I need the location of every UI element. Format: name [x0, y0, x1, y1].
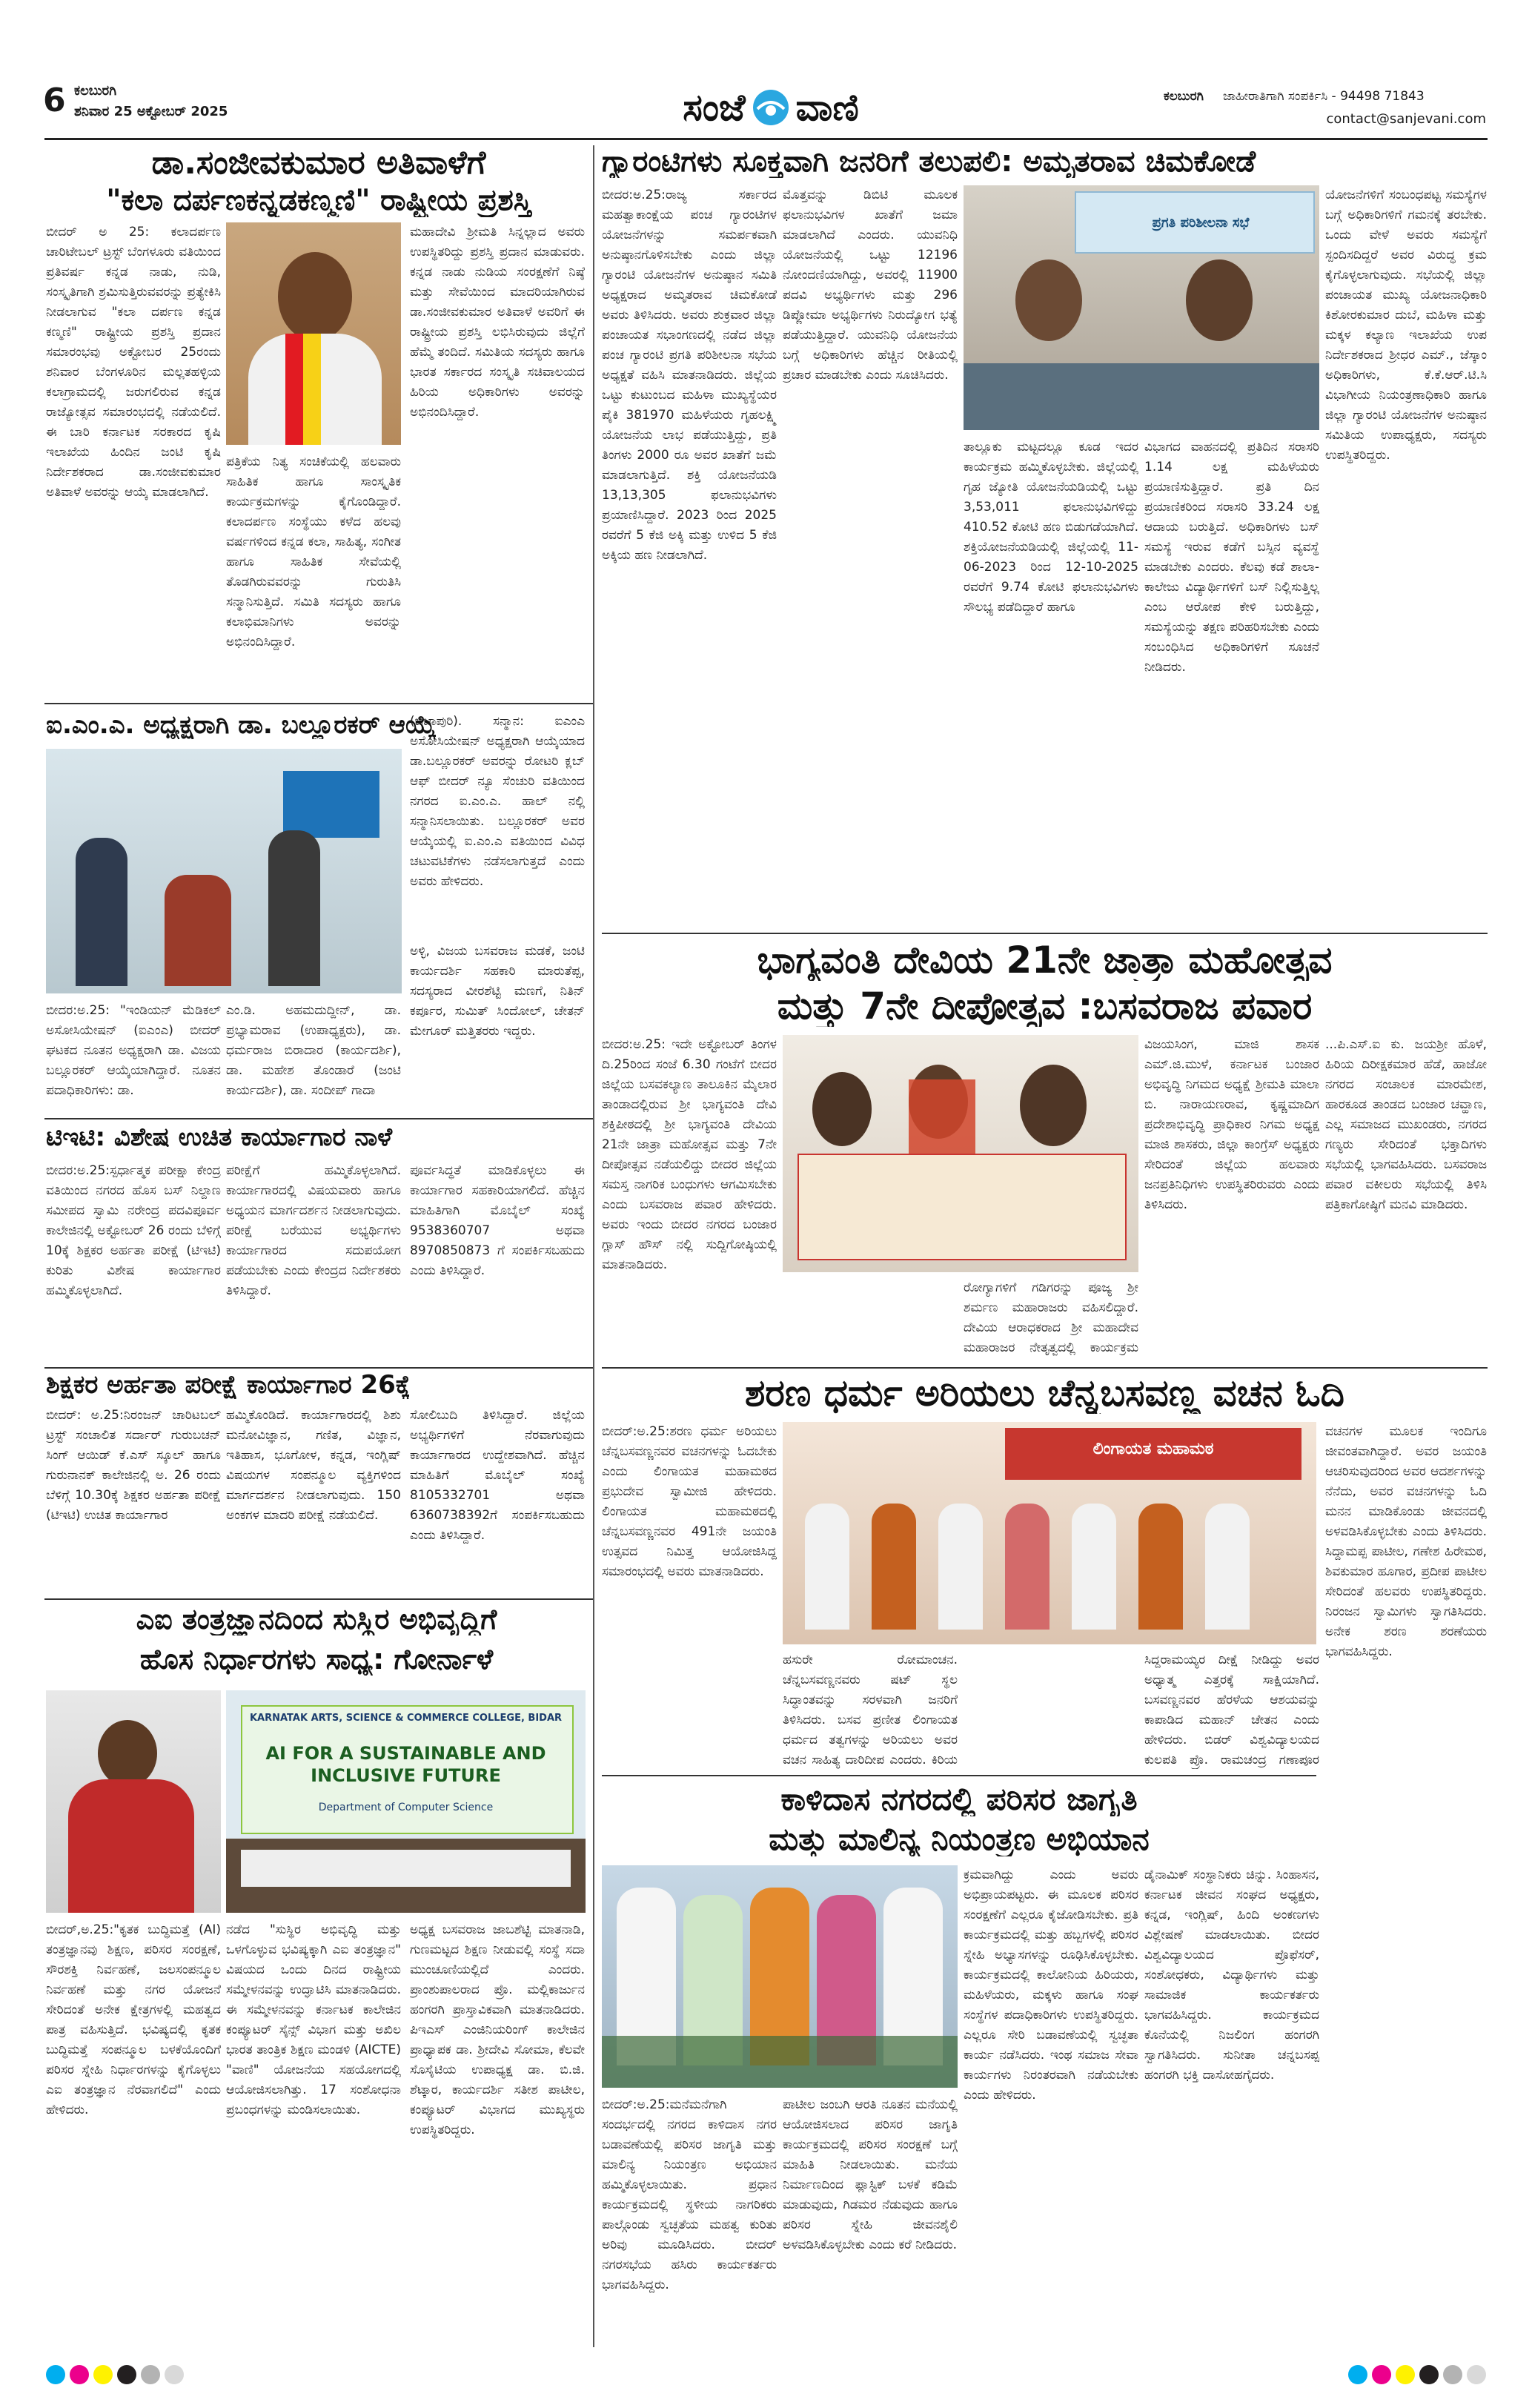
divider-teachers — [44, 1598, 593, 1600]
divider-tet — [44, 1367, 593, 1369]
contact-email[interactable]: contact@sanjevani.com — [1326, 111, 1486, 127]
registration-dot — [165, 2365, 184, 2384]
bhagyavanti-col-5 — [783, 1278, 958, 1361]
ima-photo — [46, 749, 402, 993]
guarantee-headline: ಗ್ಯಾರಂಟಿಗಳು ಸೂಕ್ತವಾಗಿ ಜನರಿಗೆ ತಲುಪಲಿ: ಅಮೃತರಾವ ಚಿಮಕೋಡೆ — [602, 145, 1256, 178]
registration-dot — [141, 2365, 160, 2384]
ima-headline: ಐ.ಎಂ.ಎ. ಅಧ್ಯಕ್ಷರಾಗಿ ಡಾ. ಬಲ್ಲೂರಕರ್ ಆಯ್ಕೆ — [46, 712, 436, 740]
guarantee-meeting-photo — [964, 185, 1319, 430]
award-col-3: ಮಹಾದೇವಿ ಶ್ರೀಮತಿ ಸಿನ್ನಲ್ಲಾದ ಅವರು ಉಪಸ್ಥಿತರಿದ್ದು ಪ್ರಶಸ್ತಿ ಪ್ರದಾನ ಮಾಡುವರು. ಕನ್ನಡ ನಾಡು ನುಡಿಯ ಸಂರಕ್ಷಣೆಗೆ ನಿಷ್ಠೆ ಮತ್ತು ಸೇವೆಯಿಂದ ಮಾದರಿಯಾಗಿರುವ ಡಾ.ಸಂಜೀವಕುಮಾರ ಅತಿವಾಳೆ ಅವರಿಗೆ ಈ ರಾಷ್ಟ್ರೀಯ ಪ್ರಶಸ್ತಿ ಲಭಿಸಿರುವುದು ಜಿಲ್ಲೆಗೆ ಹೆಮ್ಮೆ ತಂದಿದೆ. ಸಮಿತಿಯ ಸದಸ್ಯರು ಹಾಗೂ ಭಾರತ ಸರ್ಕಾರದ ಸಂಸ್ಕೃತಿ ಸಚಿವಾಲಯದ ಹಿರಿಯ ಅಧಿಕಾರಿಗಳು ಅವರನ್ನು ಅಭಿನಂದಿಸಿದ್ದಾರೆ. — [410, 225, 585, 420]
ima-col-right: (ಬಿಜಾಪುರಿ). ಸನ್ಮಾನ: ಐಎಂಎ ಅಸೋಸಿಯೇಷನ್ ಅಧ್ಯಕ್ಷರಾಗಿ ಆಯ್ಕೆಯಾದ ಡಾ.ಬಲ್ಲೂರಕರ್ ಅವರನ್ನು ರೋಟರಿ ಕ್ಲಬ್ ಆಫ್ ಬೀದರ್ ನ್ಯೂ ಸೆಂಚುರಿ ವತಿಯಿಂದ ನಗರದ ಐ.ಎಂ.ಎ. ಹಾಲ್ ನಲ್ಲಿ ಸನ್ಮಾನಿಸಲಾಯಿತು. ಬಲ್ಲೂರಕರ್ ಅವರ ಆಯ್ಕೆಯಲ್ಲಿ ಐ.ಎಂ.ಎ ವತಿಯಿಂದ ವಿವಿಧ ಚಟುವಟಿಕೆಗಳು ನಡೆಸಲಾಗುತ್ತದೆ ಎಂದು ಅವರು ಹೇಳಿದರು. — [410, 714, 585, 889]
ima-col-1: ಬೀದರ:ಅ.25: "ಇಂಡಿಯನ್ ಮೆಡಿಕಲ್ ಅಸೋಸಿಯೇಷನ್ (ಐಎಂಎ) ಬೀದರ್ ಘಟಕದ ನೂತನ ಅಧ್ಯಕ್ಷರಾಗಿ ಡಾ. ವಿಜಯ ಬಲ್ಲೂರಕರ್ ಆಯ್ಕೆಯಾಗಿದ್ದಾರೆ. ನೂತನ ಪದಾಧಿಕಾರಿಗಳು: ಡಾ. — [46, 1003, 221, 1098]
ai-col-1: ಬೀದರ್,ಅ.25:"ಕೃತಕ ಬುದ್ಧಿಮತ್ತೆ (AI) ತಂತ್ರಜ್ಞಾನವು ಶಿಕ್ಷಣ, ಪರಿಸರ ಸಂರಕ್ಷಣೆ, ಸೌರಶಕ್ತಿ ನಿರ್ವಹಣೆ, ಜಲಸಂಪನ್ಮೂಲ ನಿರ್ವಹಣೆ ಮತ್ತು ನಗರ ಯೋಜನೆ ಸೇರಿದಂತೆ ಅನೇಕ ಕ್ಷೇತ್ರಗಳಲ್ಲಿ ಮಹತ್ವದ ಪಾತ್ರ ವಹಿಸುತ್ತಿದೆ. ಭವಿಷ್ಯದಲ್ಲಿ ಕೃತಕ ಬುದ್ಧಿಮತ್ತೆ ಸಂಪನ್ಮೂಲ ಬಳಕೆಯೊಂದಿಗೆ ಪರಿಸರ ಸ್ನೇಹಿ ನಿರ್ಧಾರಗಳನ್ನು ಕೈಗೊಳ್ಳಲು ಎಐ ತಂತ್ರಜ್ಞಾನ ನೆರವಾಗಲಿದೆ" ಎಂದು ಹೇಳಿದರು. — [46, 1922, 221, 2117]
registration-dot — [1348, 2365, 1367, 2384]
registration-marks-right — [1348, 2365, 1486, 2384]
divider-guarantee — [602, 933, 1488, 934]
ai-headline-2: ಹೊಸ ನಿರ್ಧಾರಗಳು ಸಾಧ್ಯ: ಗೋರ್ನಾಳೆ — [139, 1644, 494, 1676]
ai-col-2: ನಡೆದ "ಸುಸ್ಥಿರ ಅಭಿವೃದ್ಧಿ ಮತ್ತು ಒಳಗೊಳ್ಳುವ ಭವಿಷ್ಯಕ್ಕಾಗಿ ಎಐ ತಂತ್ರಜ್ಞಾನ" ವಿಷಯದ ಒಂದು ದಿನದ ರಾಷ್ಟ್ರೀಯ ಸಮ್ಮೇಳನವನ್ನು ಉದ್ಘಾಟಿಸಿ ಮಾತನಾಡಿದರು. ಈ ಸಮ್ಮೇಳನವನ್ನು ಕರ್ನಾಟಕ ಕಾಲೇಜಿನ ಕಂಪ್ಯೂಟರ್ ಸೈನ್ಸ್ ವಿಭಾಗ ಮತ್ತು ಅಖಿಲ ಭಾರತ ತಾಂತ್ರಿಕ ಶಿಕ್ಷಣ ಮಂಡಳಿ (AICTE) "ವಾಣಿ" ಯೋಜನೆಯ ಸಹಯೋಗದಲ್ಲಿ ಆಯೋಜಿಸಲಾಗಿತ್ತು. 17 ಸಂಶೋಧನಾ ಪ್ರಬಂಧಗಳನ್ನು ಮಂಡಿಸಲಾಯಿತು. — [226, 1922, 401, 2117]
teachers-headline: ಶಿಕ್ಷಕರ ಅರ್ಹತಾ ಪರೀಕ್ಷೆ ಕಾರ್ಯಾಗಾರ 26ಕ್ಕೆ — [46, 1372, 411, 1400]
sharana-col-5 — [964, 1650, 1138, 1769]
guarantee-col-1: ಬೀದರ:ಅ.25:ರಾಜ್ಯ ಸರ್ಕಾರದ ಮಹತ್ವಾಕಾಂಕ್ಷೆಯ ಪಂಚ ಗ್ಯಾರಂಟಿಗಳ ಯೋಜನೆಗಳನ್ನು ಸಮರ್ಪಕವಾಗಿ ಅನುಷ್ಠಾನಗೊಳಿಸಬೇಕು ಎಂದು ಜಿಲ್ಲಾ ಗ್ಯಾರಂಟಿ ಯೋಜನೆಗಳ ಅನುಷ್ಠಾನ ಸಮಿತಿ ಅಧ್ಯಕ್ಷರಾದ ಅಮೃತರಾವ ಚಿಮಕೋಡೆ ಅವರು ತಿಳಿಸಿದರು. ಅವರು ಶುಕ್ರವಾರ ಜಿಲ್ಲಾ ಪಂಚಾಯತ ಸಭಾಂಗಣದಲ್ಲಿ ನಡೆದ ಜಿಲ್ಲಾ ಪಂಚ ಗ್ಯಾರಂಟಿ ಪ್ರಗತಿ ಪರಿಶೀಲನಾ ಸಭೆಯ ಅಧ್ಯಕ್ಷತೆ ವಹಿಸಿ ಮಾತನಾಡಿದರು. ಜಿಲ್ಲೆಯ ಒಟ್ಟು ಕುಟುಂಬದ ಮಹಿಳಾ ಮುಖ್ಯಸ್ಥೆಯರ ಪೈಕಿ 381970 ಮಹಿಳೆಯರು ಗೃಹಲಕ್ಷ್ಮಿ ಯೋಜನೆಯ ಲಾಭ ಪಡೆಯುತ್ತಿದ್ದು, ಪ್ರತಿ ತಿಂಗಳು 2000 ರೂ ಅವರ ಖಾತೆಗೆ ಜಮೆ ಮಾಡಲಾಗುತ್ತಿದೆ. ಶಕ್ತಿ ಯೋಜನೆಯಡಿ 13,13,305 ಫಲಾನುಭವಿಗಳು ಪ್ರಯಾಣಿಸಿದ್ದಾರೆ. 2023 ರಿಂದ 2025 ರವರೆಗೆ 5 ಕೆಜಿ ಅಕ್ಕಿ ಮತ್ತು ಉಳಿದ 5 ಕೆಜಿ ಅಕ್ಕಿಯ ಹಣ ನೀಡಲಾಗಿದೆ. — [602, 188, 777, 563]
teachers-col-2: ಹಮ್ಮಿಕೊಂಡಿದೆ. ಕಾರ್ಯಾಗಾರದಲ್ಲಿ ಶಿಶು ಮನೋವಿಜ್ಞಾನ, ಗಣಿತ, ವಿಜ್ಞಾನ, ಇತಿಹಾಸ, ಭೂಗೋಳ, ಕನ್ನಡ, ಇಂಗ್ಲಿಷ್ ವಿಷಯಗಳ ಸಂಪನ್ಮೂಲ ವ್ಯಕ್ತಿಗಳಿಂದ ಮಾರ್ಗದರ್ಶನ ನೀಡಲಾಗುವುದು. 150 ಅಂಕಗಳ ಮಾದರಿ ಪರೀಕ್ಷೆ ನಡೆಯಲಿದೆ. — [226, 1408, 401, 1523]
ai-banner-line2: AI FOR A SUSTAINABLE AND INCLUSIVE FUTURE — [265, 1743, 546, 1786]
registration-dot — [46, 2365, 65, 2384]
header-date: ಶನಿವಾರ 25 ಅಕ್ಟೋಬರ್ 2025 — [74, 104, 228, 119]
masthead — [652, 82, 889, 133]
guarantee-col-4: ವಿಭಾಗದ ವಾಹನದಲ್ಲಿ ಪ್ರತಿದಿನ ಸರಾಸರಿ 1.14 ಲಕ್ಷ ಮಹಿಳೆಯರು ಪ್ರಯಾಣಿಸುತ್ತಿದ್ದಾರೆ. ಪ್ರತಿ ದಿನ ಪ್ರಯಾಣಿಕರಿಂದ ಸರಾಸರಿ 33.24 ಲಕ್ಷ ಆದಾಯ ಬರುತ್ತಿದೆ. ಅಧಿಕಾರಿಗಳು ಬಸ್ ಸಮಸ್ಯೆ ಇರುವ ಕಡೆಗೆ ಬಸ್ಸಿನ ವ್ಯವಸ್ಥೆ ಮಾಡಬೇಕು ಎಂದರು. ಕೆಲವು ಕಡೆ ಶಾಲಾ-ಕಾಲೇಜು ವಿದ್ಯಾರ್ಥಿಗಳಿಗೆ ಬಸ್ ನಿಲ್ಲಿಸುತ್ತಿಲ್ಲ ಎಂಬ ಆರೋಪ ಕೇಳಿ ಬರುತ್ತಿದ್ದು, ಸಮಸ್ಯೆಯನ್ನು ತಕ್ಷಣ ಪರಿಹರಿಸಬೇಕು ಎಂದು ಸಂಬಂಧಿಸಿದ ಅಧಿಕಾರಿಗಳಿಗೆ ಸೂಚನೆ ನೀಡಿದರು. — [1144, 440, 1319, 675]
sharana-photo — [783, 1422, 1316, 1644]
header-city: ಕಲಬುರಗಿ — [74, 83, 117, 99]
kalidasa-col-4: ಡೈನಾಮಿಕ್ ಸಂಸ್ಥಾನಿಕರು ಚಿನ್ನು. ಸಿಂಹಾಸನ, ಕರ್ನಾಟಕ ಜೀವನ ಸಂಘದ ಅಧ್ಯಕ್ಷರು, ಕನ್ನಡ, ಇಂಗ್ಲಿಷ್, ಹಿಂದಿ ಅಂಕಣಗಳು ವಿಶ್ಲೇಷಣೆ ಮಾಡಲಾಯಿತು. ಬೀದರ ವಿಶ್ವವಿದ್ಯಾಲಯದ ಪ್ರೊಫೆಸರ್, ಸಂಶೋಧಕರು, ವಿದ್ಯಾರ್ಥಿಗಳು ಮತ್ತು ಸಾಮಾಜಿಕ ಕಾರ್ಯಕರ್ತರು ಭಾಗವಹಿಸಿದ್ದರು. ಕಾರ್ಯಕ್ರಮದ ಕೊನೆಯಲ್ಲಿ ನಿಜಲಿಂಗ ಹಂಗರಗಿ ಸ್ವಾಗತಿಸಿದರು. ಸುನೀತಾ ಚನ್ನಬಸಪ್ಪ ಹಂಗರಗಿ ಭಕ್ತಿ ದಾಸೋಹಗೈದರು. — [1144, 1868, 1319, 2083]
registration-dot — [1467, 2365, 1486, 2384]
divider-sharana — [602, 1775, 1316, 1776]
divider-ima — [44, 1118, 593, 1119]
sharana-col-1: ಬೀದರ್:ಅ.25:ಶರಣ ಧರ್ಮ ಅರಿಯಲು ಚೆನ್ನಬಸವಣ್ಣನವರ ವಚನಗಳನ್ನು ಓದಬೇಕು ಎಂದು ಲಿಂಗಾಯತ ಮಹಾಮಠದ ಪ್ರಭುದೇವ ಸ್ವಾಮೀಜಿ ಹೇಳಿದರು. ಲಿಂಗಾಯತ ಮಹಾಮಠದಲ್ಲಿ ಚೆನ್ನಬಸವಣ್ಣನವರ 491ನೇ ಜಯಂತಿ ಉತ್ಸವದ ನಿಮಿತ್ತ ಆಯೋಜಿಸಿದ್ದ ಸಮಾರಂಭದಲ್ಲಿ ಅವರು ಮಾತನಾಡಿದರು. — [602, 1424, 777, 1579]
registration-dot — [1443, 2365, 1462, 2384]
bhagyavanti-col-1: ಬೀದರ:ಅ.25: ಇದೇ ಅಕ್ಟೋಬರ್ ತಿಂಗಳ ದಿ.25ರಿಂದ ಸಂಜೆ 6.30 ಗಂಟೆಗೆ ಬೀದರ ಜಿಲ್ಲೆಯ ಬಸವಕಲ್ಯಾಣ ತಾಲೂಕಿನ ಮೈಲಾರ ತಾಂಡಾದಲ್ಲಿರುವ ಶ್ರೀ ಭಾಗ್ಯವಂತಿ ದೇವಿ ಶಕ್ತಿಪೀಠದಲ್ಲಿ ಶ್ರೀ ಭಾಗ್ಯವಂತಿ ದೇವಿಯ 21ನೇ ಜಾತ್ರಾ ಮಹೋತ್ಸವ ಮತ್ತು 7ನೇ ದೀಪೋತ್ಸವ ನಡೆಯಲಿದ್ದು ಬೀದರ ಜಿಲ್ಲೆಯ ಸಮಸ್ತ ನಾಗರಿಕ ಬಂಧುಗಳು ಆಗಮಿಸಬೇಕು ಎಂದು ಬಸವರಾಜ ಪವಾರ ಹೇಳಿದರು. ಅವರು ಇಂದು ಬೀದರ ನಗರದ ಬಂಜಾರ ಗ್ಲಾಸ್ ಹೌಸ್ ನಲ್ಲಿ ಸುದ್ದಿಗೋಷ್ಠಿಯಲ್ಲಿ ಮಾತನಾಡಿದರು. — [602, 1037, 777, 1272]
teachers-col-3: ಸೋಲಿಬುದಿ ತಿಳಿಸಿದ್ದಾರೆ. ಜಿಲ್ಲೆಯ ಅಭ್ಯರ್ಥಿಗಳಿಗೆ ನೆರವಾಗುವುದು ಕಾರ್ಯಾಗಾರದ ಉದ್ದೇಶವಾಗಿದೆ. ಹೆಚ್ಚಿನ ಮಾಹಿತಿಗೆ ಮೊಬೈಲ್ ಸಂಖ್ಯೆ 8105332701 ಅಥವಾ 6360738392ಗೆ ಸಂಪರ್ಕಿಸಬಹುದು ಎಂದು ತಿಳಿಸಿದ್ದಾರೆ. — [410, 1408, 585, 1543]
ima-col-2: ಎಂ.ಡಿ. ಅಹಮದುದ್ದೀನ್, ಡಾ. ಪ್ರಭ್ಯಾಮರಾವ (ಉಪಾಧ್ಯಕ್ಷರು), ಡಾ. ಧರ್ಮರಾಜ ಬಿರಾದಾರ (ಕಾರ್ಯದರ್ಶಿ), ಡಾ. ಮಹೇಶ ತೊಂಡಾರೆ (ಜಂಟಿ ಕಾರ್ಯದರ್ಶಿ), ಡಾ. ಸಂದೀಪ್ ಗಾದಾ — [226, 1003, 401, 1098]
bhagyavanti-headline-2: ಮತ್ತು 7ನೇ ದೀಪೋತ್ಸವ :ಬಸವರಾಜ ಪವಾರ — [777, 986, 1313, 1027]
masthead-logo-icon — [750, 87, 792, 128]
header-divider — [44, 138, 1488, 140]
award-col-2: ಪತ್ರಿಕೆಯ ನಿತ್ಯ ಸಂಚಿಕೆಯಲ್ಲಿ ಹಲವಾರು ಸಾಹಿತಿಕ ಹಾಗೂ ಸಾಂಸ್ಕೃತಿಕ ಕಾರ್ಯಕ್ರಮಗಳನ್ನು ಕೈಗೊಂಡಿದ್ದಾರೆ. ಕಲಾದರ್ಪಣ ಸಂಸ್ಥೆಯು ಕಳೆದ ಹಲವು ವರ್ಷಗಳಿಂದ ಕನ್ನಡ ಕಲಾ, ಸಾಹಿತ್ಯ, ಸಂಗೀತ ಹಾಗೂ ಸಾಹಿತಿಕ ಸೇವೆಯಲ್ಲಿ ತೊಡಗಿರುವವರನ್ನು ಗುರುತಿಸಿ ಸನ್ಮಾನಿಸುತ್ತಿದೆ. ಸಮಿತಿ ಸದಸ್ಯರು ಹಾಗೂ ಕಲಾಭಿಮಾನಿಗಳು ಅವರನ್ನು ಅಭಿನಂದಿಸಿದ್ದಾರೆ. — [226, 454, 401, 649]
registration-dot — [1419, 2365, 1439, 2384]
guarantee-col-2: ಮೊತ್ತವನ್ನು ಡಿಬಿಟಿ ಮೂಲಕ ಫಲಾನುಭವಿಗಳ ಖಾತೆಗೆ ಜಮಾ ಮಾಡಲಾಗಿದೆ ಎಂದರು. ಯುವನಿಧಿ ಯೋಜನೆಯಲ್ಲಿ ಒಟ್ಟು 12196 ನೋಂದಣಿಯಾಗಿದ್ದು, ಅವರಲ್ಲಿ 11900 ಪದವಿ ಅಭ್ಯರ್ಥಿಗಳು ಮತ್ತು 296 ಡಿಪ್ಲೋಮಾ ಅಭ್ಯರ್ಥಿಗಳು ನಿರುದ್ಯೋಗ ಭತ್ಯೆ ಪಡೆಯುತ್ತಿದ್ದಾರೆ. ಯುವನಿಧಿ ಯೋಜನೆಯ ಬಗ್ಗೆ ಅಧಿಕಾರಿಗಳು ಹೆಚ್ಚಿನ ರೀತಿಯಲ್ಲಿ ಪ್ರಚಾರ ಮಾಡಬೇಕು ಎಂದು ಸೂಚಿಸಿದರು. — [783, 188, 958, 383]
registration-dot — [1372, 2365, 1391, 2384]
page-number: 6 — [43, 82, 66, 119]
registration-dot — [1396, 2365, 1415, 2384]
registration-marks-left — [46, 2365, 184, 2384]
tet-col-1: ಬೀದರ:ಅ.25:ಸ್ಪರ್ಧಾತ್ಮಕ ಪರೀಕ್ಷಾ ಕೇಂದ್ರ ವತಿಯಿಂದ ನಗರದ ಹೊಸ ಬಸ್ ನಿಲ್ದಾಣ ಸಮೀಪದ ಸ್ವಾಮಿ ನರೇಂದ್ರ ಪದವಿಪೂರ್ವ ಕಾಲೇಜಿನಲ್ಲಿ ಅಕ್ಟೋಬರ್ 26 ರಂದು ಬೆಳಿಗ್ಗೆ 10ಕ್ಕೆ ಶಿಕ್ಷಕರ ಅರ್ಹತಾ ಪರೀಕ್ಷೆ (ಟಿಇಟಿ) ಕುರಿತು ವಿಶೇಷ ಕಾರ್ಯಾಗಾರ ಹಮ್ಮಿಕೊಳ್ಳಲಾಗಿದೆ. — [46, 1163, 221, 1298]
bhagyavanti-headline-1: ಭಾಗ್ಯವಂತಿ ದೇವಿಯ 21ನೇ ಜಾತ್ರಾ ಮಹೋತ್ಸವ — [757, 940, 1333, 981]
masthead-right: ವಾಣಿ — [795, 85, 859, 129]
ai-speaker-photo — [46, 1690, 221, 1913]
tet-headline: ಟಿಇಟಿ: ವಿಶೇಷ ಉಚಿತ ಕಾರ್ಯಾಗಾರ ನಾಳೆ — [46, 1124, 393, 1152]
sharana-col-3: ಸಿದ್ದರಾಮಯ್ಯರ ದೀಕ್ಷೆ ನೀಡಿದ್ದು ಅವರ ಅಧ್ಯಾತ್ಮ ಎತ್ತರಕ್ಕೆ ಸಾಕ್ಷಿಯಾಗಿದೆ. ಬಸವಣ್ಣನವರ ಹೆರಳೆಯ ಆಶಯವನ್ನು ಕಾಪಾಡಿದ ಮಹಾನ್ ಚೇತನ ಎಂದು ಹೇಳಿದರು. ಬಿಡರ್ ವಿಶ್ವವಿದ್ಯಾಲಯದ ಕುಲಪತಿ ಪ್ರೊ. ರಾಮಚಂದ್ರ ಗಣಾಪೂರ — [1144, 1653, 1319, 1767]
sharana-banner: ಲಿಂಗಾಯತ ಮಹಾಮಠ — [1092, 1440, 1214, 1458]
registration-dot — [93, 2365, 113, 2384]
kalidasa-headline-2: ಮತ್ತು ಮಾಲಿನ್ಯ ನಿಯಂತ್ರಣ ಅಭಿಯಾನ — [769, 1822, 1150, 1857]
kalidasa-col-3: ಕ್ರಮವಾಗಿದ್ದು ಎಂದು ಅವರು ಅಭಿಪ್ರಾಯಪಟ್ಟರು. ಈ ಮೂಲಕ ಪರಿಸರ ಸಂರಕ್ಷಣೆಗೆ ಎಲ್ಲರೂ ಕೈಜೋಡಿಸಬೇಕು. ಪ್ರತಿ ಕಾರ್ಯಕ್ರಮದಲ್ಲಿ ಮತ್ತು ಹಬ್ಬಗಳಲ್ಲಿ ಪರಿಸರ ಸ್ನೇಹಿ ಅಭ್ಯಾಸಗಳನ್ನು ರೂಢಿಸಿಕೊಳ್ಳಬೇಕು. ಕಾರ್ಯಕ್ರಮದಲ್ಲಿ ಕಾಲೋನಿಯ ಹಿರಿಯರು, ಮಹಿಳೆಯರು, ಮಕ್ಕಳು ಹಾಗೂ ಸಂಘ ಸಂಸ್ಥೆಗಳ ಪದಾಧಿಕಾರಿಗಳು ಉಪಸ್ಥಿತರಿದ್ದರು. ಎಲ್ಲರೂ ಸೇರಿ ಬಡಾವಣೆಯಲ್ಲಿ ಸ್ವಚ್ಛತಾ ಕಾರ್ಯ ನಡೆಸಿದರು. ಇಂಥ ಸಮಾಜ ಸೇವಾ ಕಾರ್ಯಗಳು ನಿರಂತರವಾಗಿ ನಡೆಯಬೇಕು ಎಂದು ಹೇಳಿದರು. — [964, 1868, 1138, 2103]
bhagyavanti-col-2: ರೋಗ್ಯಾಗಳಿಗೆ ಗಡಿಗರನ್ನು ಪೂಜ್ಯ ಶ್ರೀ ಶರ್ಮಣ ಮಹಾರಾಜರು ವಹಿಸಲಿದ್ದಾರೆ. ದೇವಿಯ ಆರಾಧಕರಾದ ಶ್ರೀ ಮಹಾದೇವ ಮಹಾರಾಜರ ನೇತೃತ್ವದಲ್ಲಿ ಕಾರ್ಯಕ್ರಮ — [964, 1280, 1138, 1355]
award-portrait-photo — [226, 222, 401, 445]
ai-conference-photo — [226, 1690, 586, 1913]
kalidasa-col-2: ಪಾಟೀಲ ಜಂಬಗಿ ಆರತಿ ನೂತನ ಮನೆಯಲ್ಲಿ ಆಯೋಜಿಸಲಾದ ಪರಿಸರ ಜಾಗೃತಿ ಕಾರ್ಯಕ್ರಮದಲ್ಲಿ ಪರಿಸರ ಸಂರಕ್ಷಣೆ ಬಗ್ಗೆ ಮಾಹಿತಿ ನೀಡಲಾಯಿತು. ಮನೆಯ ನಿರ್ಮಾಣದಿಂದ ಪ್ಲಾಸ್ಟಿಕ್ ಬಳಕೆ ಕಡಿಮೆ ಮಾಡುವುದು, ಗಿಡಮರ ನೆಡುವುದು ಹಾಗೂ ಪರಿಸರ ಸ್ನೇಹಿ ಜೀವನಶೈಲಿ ಅಳವಡಿಸಿಕೊಳ್ಳಬೇಕು ಎಂದು ಕರೆ ನೀಡಿದರು. — [783, 2097, 958, 2252]
top-right-ad: ಜಾಹೀರಾತಿಗಾಗಿ ಸಂಪರ್ಕಿಸಿ - 94498 71843 — [1223, 89, 1425, 104]
column-divider — [593, 145, 594, 2347]
guarantee-banner: ಪ್ರಗತಿ ಪರಿಶೀಲನಾ ಸಭೆ — [1152, 215, 1250, 231]
award-col-1: ಬೀದರ್ ಅ 25: ಕಲಾದರ್ಪಣ ಚಾರಿಟೇಬಲ್ ಟ್ರಸ್ಟ್ ಬೆಂಗಳೂರು ವತಿಯಿಂದ ಪ್ರತಿವರ್ಷ ಕನ್ನಡ ನಾಡು, ನುಡಿ, ಸಂಸ್ಕೃತಿಗಾಗಿ ಶ್ರಮಿಸುತ್ತಿರುವವರನ್ನು ಪ್ರತ್ಯೇಕಿಸಿ ನೀಡಲಾಗುವ "ಕಲಾ ದರ್ಪಣ ಕನ್ನಡ ಕಣ್ಮಣಿ" ರಾಷ್ಟ್ರೀಯ ಪ್ರಶಸ್ತಿ ಪ್ರದಾನ ಸಮಾರಂಭವು ಅಕ್ಟೋಬರ 25ರಂದು ಶನಿವಾರ ಬೆಂಗಳೂರಿನ ಮಲ್ಲತಹಳ್ಳಿಯ ಕಲಾಗ್ರಾಮದಲ್ಲಿ ಜರುಗಲಿರುವ ಕನ್ನಡ ರಾಜ್ಯೋತ್ಸವ ಸಮಾರಂಭದಲ್ಲಿ ನಡೆಯಲಿದೆ. ಈ ಬಾರಿ ಕರ್ನಾಟಕ ಸರಕಾರದ ಕೃಷಿ ಇಲಾಖೆಯ ಹಿಂದಿನ ಜಂಟಿ ಕೃಷಿ ನಿರ್ದೇಶಕರಾದ ಡಾ.ಸಂಜೀವಕುಮಾರ ಅತಿವಾಳೆ ಅವರನ್ನು ಆಯ್ಕೆ ಮಾಡಲಾಗಿದೆ. — [46, 225, 221, 500]
sharana-col-2: ಹಸುರೇ ರೋಮಾಂಚನ. ಚೆನ್ನಬಸವಣ್ಣನವರು ಷಟ್ ಸ್ಥಲ ಸಿದ್ಧಾಂತವನ್ನು ಸರಳವಾಗಿ ಜನರಿಗೆ ತಿಳಿಸಿದರು. ಬಸವ ಪ್ರಣೀತ ಲಿಂಗಾಯತ ಧರ್ಮದ ತತ್ವಗಳನ್ನು ಅರಿಯಲು ಅವರ ವಚನ ಸಾಹಿತ್ಯ ದಾರಿದೀಪ ಎಂದರು. ಕಿರಿಯ — [783, 1653, 958, 1767]
award-headline-1: ಡಾ.ಸಂಜೀವಕುಮಾರ ಅತಿವಾಳೆಗೆ — [151, 145, 486, 182]
guarantee-col-3: ತಾಲ್ಲೂಕು ಮಟ್ಟದಲ್ಲೂ ಕೂಡ ಇದರ ಕಾರ್ಯಕ್ರಮ ಹಮ್ಮಿಕೊಳ್ಳಬೇಕು. ಜಿಲ್ಲೆಯಲ್ಲಿ ಗೃಹ ಜ್ಯೋತಿ ಯೋಜನೆಯಡಿಯಲ್ಲಿ ಒಟ್ಟು 3,53,011 ಫಲಾನುಭವಿಗಳಿದ್ದು 410.52 ಕೋಟಿ ಹಣ ಬಿಡುಗಡೆಯಾಗಿದೆ. ಶಕ್ತಿಯೋಜನೆಯಡಿಯಲ್ಲಿ ಜಿಲ್ಲೆಯಲ್ಲಿ 11-06-2023 ರಿಂದ 12-10-2025 ರವರೆಗೆ 9.74 ಕೋಟಿ ಫಲಾನುಭವಿಗಳು ಸೌಲಭ್ಯ ಪಡೆದಿದ್ದಾರೆ ಹಾಗೂ — [964, 440, 1138, 615]
tet-col-2: ಪರೀಕ್ಷೆಗೆ ಹಮ್ಮಿಕೊಳ್ಳಲಾಗಿದೆ. ಕಾರ್ಯಾಗಾರದಲ್ಲಿ ವಿಷಯವಾರು ಹಾಗೂ ಅಧ್ಯಯನ ಮಾರ್ಗದರ್ಶನ ನೀಡಲಾಗುವುದು. ಪರೀಕ್ಷೆ ಬರೆಯುವ ಅಭ್ಯರ್ಥಿಗಳು ಕಾರ್ಯಾಗಾರದ ಸದುಪಯೋಗ ಪಡೆಯಬೇಕು ಎಂದು ಕೇಂದ್ರದ ನಿರ್ದೇಶಕರು ತಿಳಿಸಿದ್ದಾರೆ. — [226, 1163, 401, 1298]
kalidasa-col-1: ಬೀದರ್:ಅ.25:ಮನೆಮನೆಗಾಗಿ ಸಂದರ್ಭದಲ್ಲಿ ನಗರದ ಕಾಳಿದಾಸ ನಗರ ಬಡಾವಣೆಯಲ್ಲಿ ಪರಿಸರ ಜಾಗೃತಿ ಮತ್ತು ಮಾಲಿನ್ಯ ನಿಯಂತ್ರಣ ಅಭಿಯಾನ ಹಮ್ಮಿಕೊಳ್ಳಲಾಯಿತು. ಪ್ರಧಾನ ಕಾರ್ಯಕ್ರಮದಲ್ಲಿ ಸ್ಥಳೀಯ ನಾಗರಿಕರು ಪಾಲ್ಗೊಂಡು ಸ್ವಚ್ಛತೆಯ ಮಹತ್ವ ಕುರಿತು ಅರಿವು ಮೂಡಿಸಿದರು. ಬೀದರ್ ನಗರಸಭೆಯ ಹಸಿರು ಕಾರ್ಯಕರ್ತರು ಭಾಗವಹಿಸಿದ್ದರು. — [602, 2097, 777, 2292]
tet-col-3: ಪೂರ್ವಸಿದ್ಧತೆ ಮಾಡಿಕೊಳ್ಳಲು ಈ ಕಾರ್ಯಾಗಾರ ಸಹಕಾರಿಯಾಗಲಿದೆ. ಹೆಚ್ಚಿನ ಮಾಹಿತಿಗಾಗಿ ಮೊಬೈಲ್ ಸಂಖ್ಯೆ 9538360707 ಅಥವಾ 8970850873 ಗೆ ಸಂಪರ್ಕಿಸಬಹುದು ಎಂದು ತಿಳಿಸಿದ್ದಾರೆ. — [410, 1163, 585, 1278]
ai-banner-line3: Department of Computer Science — [318, 1802, 494, 1813]
sharana-col-4: ವಚನಗಳ ಮೂಲಕ ಇಂದಿಗೂ ಜೀವಂತವಾಗಿದ್ದಾರೆ. ಅವರ ಜಯಂತಿ ಆಚರಿಸುವುದರಿಂದ ಅವರ ಆದರ್ಶಗಳನ್ನು ನೆನೆದು, ಅವರ ವಚನಗಳನ್ನು ಓದಿ ಮನನ ಮಾಡಿಕೊಂಡು ಜೀವನದಲ್ಲಿ ಅಳವಡಿಸಿಕೊಳ್ಳಬೇಕು ಎಂದು ತಿಳಿಸಿದರು. ಸಿದ್ದಾಮಪ್ಪ ಪಾಟೀಲ, ಗಣೇಶ ಹಿರೇಮಠ, ಶಿವಕುಮಾರ ಹೂಗಾರ, ಪ್ರದೀಪ ಪಾಟೀಲ ಸೇರಿದಂತೆ ಹಲವರು ಉಪಸ್ಥಿತರಿದ್ದರು. ನಿರಂಜನ ಸ್ವಾಮಿಗಳು ಸ್ವಾಗತಿಸಿದರು. ಅನೇಕ ಶರಣ ಶರಣೆಯರು ಭಾಗವಹಿಸಿದ್ದರು. — [1325, 1424, 1487, 1659]
bhagyavanti-photo — [783, 1035, 1138, 1272]
masthead-left: ಸಂಜೆ — [683, 85, 746, 129]
registration-dot — [117, 2365, 136, 2384]
bhagyavanti-col-4: ...ಪಿ.ಎಸ್.ಐ ಕು. ಜಯಶ್ರೀ ಹೊಳೆ, ಹಿರಿಯ ದಿರೀಕ್ಷಕಮಾರ ಹೆಡೆ, ಹಾಜೋ ನಗರದ ಸಂಚಾಲಕ ಮಾರಮೇಶ, ಹಾರಕೂಡ ತಾಂಡದ ಬಂಜಾರ ಚವ್ಹಾಣ, ಎಲ್ಲ ಸಮಾಜದ ಮುಖಂಡರು, ನಗರದ ಗಣ್ಯರು ಸೇರಿದಂತೆ ಭಕ್ತಾದಿಗಳು ಸಭೆಯಲ್ಲಿ ಭಾಗವಹಿಸಿದರು. ಬಸವರಾಜ ಪವಾರ ವಕೀಲರು ಸಭೆಯಲ್ಲಿ ತಿಳಿಸಿ ಪತ್ರಿಕಾಗೋಷ್ಠಿಗೆ ಮನವಿ ಮಾಡಿದರು. — [1325, 1037, 1487, 1212]
bhagyavanti-col-3: ವಿಜಯಸಿಂಗ, ಮಾಜಿ ಶಾಸಕ ಎಮ್.ಜಿ.ಮುಳೆ, ಕರ್ನಾಟಕ ಬಂಜಾರ ಅಭಿವೃದ್ಧಿ ನಿಗಮದ ಅಧ್ಯಕ್ಷೆ ಶ್ರೀಮತಿ ಮಾಲಾ ಬಿ. ನಾರಾಯಣರಾವ, ಕೃಷ್ಣಮಾದಿಗ ಪ್ರದೇಶಾಭಿವೃದ್ಧಿ ಪ್ರಾಧಿಕಾರ ನಿಗಮ ಅಧ್ಯಕ್ಷ ಮಾಜಿ ಶಾಸಕರು, ಜಿಲ್ಲಾ ಕಾಂಗ್ರೆಸ್ ಅಧ್ಯಕ್ಷರು ಸೇರಿದಂತೆ ಜಿಲ್ಲೆಯ ಹಲವಾರು ಜನಪ್ರತಿನಿಧಿಗಳು ಉಪಸ್ಥಿತರಿರುವರು ಎಂದು ತಿಳಿಸಿದರು. — [1144, 1037, 1319, 1212]
divider-award — [44, 703, 593, 704]
award-headline-2: "ಕಲಾ ದರ್ಪಣಕನ್ನಡಕಣ್ಮಣಿ" ರಾಷ್ಟ್ರೀಯ ಪ್ರಶಸ್ತಿ — [106, 185, 531, 217]
registration-dot — [70, 2365, 89, 2384]
top-right-city: ಕಲಬುರಗಿ — [1164, 89, 1204, 104]
ai-banner-line1: KARNATAK ARTS, SCIENCE & COMMERCE COLLEGE, BIDAR — [249, 1713, 563, 1724]
guarantee-col-5: ಯೋಜನೆಗಳಿಗೆ ಸಂಬಂಧಪಟ್ಟ ಸಮಸ್ಯೆಗಳ ಬಗ್ಗೆ ಅಧಿಕಾರಿಗಳಿಗೆ ಗಮನಕ್ಕೆ ತರಬೇಕು. ಒಂದು ವೇಳೆ ಅವರು ಸಮಸ್ಯೆಗೆ ಸ್ಪಂದಿಸದಿದ್ದರೆ ಅವರ ವಿರುದ್ಧ ಕ್ರಮ ಕೈಗೊಳ್ಳಲಾಗುವುದು. ಸಭೆಯಲ್ಲಿ ಜಿಲ್ಲಾ ಪಂಚಾಯತ ಮುಖ್ಯ ಯೋಜನಾಧಿಕಾರಿ ಕಿಶೋರಕುಮಾರ ದುಬೆ, ಮಹಿಳಾ ಮತ್ತು ಮಕ್ಕಳ ಕಲ್ಯಾಣ ಇಲಾಖೆಯ ಉಪ ನಿರ್ದೇಶಕರಾದ ಶ್ರೀಧರ ಎಮ್., ಜೆಸ್ಕಾಂ ಅಧಿಕಾರಿಗಳು, ಕೆ.ಕೆ.ಆರ್.ಟಿ.ಸಿ ವಿಭಾಗೀಯ ನಿಯಂತ್ರಣಾಧಿಕಾರಿ ಹಾಗೂ ಜಿಲ್ಲಾ ಗ್ಯಾರಂಟಿ ಯೋಜನೆಗಳ ಅನುಷ್ಠಾನ ಸಮಿತಿಯ ಉಪಾಧ್ಯಕ್ಷರು, ಸದಸ್ಯರು ಉಪಸ್ಥಿತರಿದ್ದರು. — [1325, 188, 1487, 463]
ai-headline-1: ಎಐ ತಂತ್ರಜ್ಞಾನದಿಂದ ಸುಸ್ಥಿರ ಅಭಿವೃದ್ಧಿಗೆ — [136, 1604, 497, 1635]
ima-col-3: ಅಳ್ಳಿ, ವಿಜಯ ಬಸವರಾಜ ಮಡಕೆ, ಜಂಟಿ ಕಾರ್ಯದರ್ಶಿ ಸಹಕಾರಿ ಮಾರುತೆಪ್ಪ, ಸದಸ್ಯರಾದ ವೀರಶೆಟ್ಟಿ ಮಣಗೆ, ನಿತಿನ್ ಕರ್ಪೂರ, ಸುಮಿತ್ ಸಿಂದೋಲ್, ಚೇತನ್ ಮೇಗೂರ್ ಮತ್ತಿತರರು ಇದ್ದರು. — [410, 944, 585, 1039]
divider-bhagyavanti — [602, 1367, 1488, 1369]
ai-col-3: ಅಧ್ಯಕ್ಷ ಬಸವರಾಜ ಜಾಬಶೆಟ್ಟಿ ಮಾತನಾಡಿ, ಗುಣಮಟ್ಟದ ಶಿಕ್ಷಣ ನೀಡುವಲ್ಲಿ ಸಂಸ್ಥೆ ಸದಾ ಮುಂಚೂಣಿಯಲ್ಲಿದೆ ಎಂದರು. ಪ್ರಾಂಶುಪಾಲರಾದ ಪ್ರೊ. ಮಲ್ಲಿಕಾರ್ಜುನ ಹಂಗರಗಿ ಪ್ರಾಸ್ತಾವಿಕವಾಗಿ ಮಾತನಾಡಿದರು. ಪಿಇಎಸ್ ಎಂಜಿನಿಯರಿಂಗ್ ಕಾಲೇಜಿನ ಪ್ರಾಧ್ಯಾಪಕ ಡಾ. ಶ್ರೀದೇವಿ ಸೋಮಾ, ಕೆಲವೇ ಸೊಸೈಟಿಯ ಉಪಾಧ್ಯಕ್ಷ ಡಾ. ಬಿ.ಜಿ. ಶೆಟ್ಕಾರ, ಕಾರ್ಯದರ್ಶಿ ಸತೀಶ ಪಾಟೀಲ, ಕಂಪ್ಯೂಟರ್ ವಿಭಾಗದ ಮುಖ್ಯಸ್ಥರು ಉಪಸ್ಥಿತರಿದ್ದರು. — [410, 1922, 585, 2137]
kalidasa-headline-1: ಕಾಳಿದಾಸ ನಗರದಲ್ಲಿ ಪರಿಸರ ಜಾಗೃತಿ — [780, 1782, 1138, 1817]
kalidasa-photo — [602, 1865, 958, 2088]
kalidasa-col-5 — [1325, 1779, 1487, 2340]
teachers-col-1: ಬೀದರ್: ಅ.25:ನಿರಂಜನ್ ಚಾರಿಟಬಲ್ ಟ್ರಸ್ಟ್ ಸಂಚಾಲಿತ ಸರ್ದಾರ್ ಗುರುಬಚನ್ ಸಿಂಗ್ ಆಯಿಡ್ ಕೆ.ಎಸ್ ಸ್ಕೂಲ್ ಹಾಗೂ ಗುರುನಾನಕ್ ಕಾಲೇಜಿನಲ್ಲಿ ಅ. 26 ರಂದು ಬೆಳಿಗ್ಗೆ 10.30ಕ್ಕೆ ಶಿಕ್ಷಕರ ಅರ್ಹತಾ ಪರೀಕ್ಷೆ (ಟಿಇಟಿ) ಉಚಿತ ಕಾರ್ಯಾಗಾರ — [46, 1408, 221, 1523]
sharana-headline: ಶರಣ ಧರ್ಮ ಅರಿಯಲು ಚೆನ್ನಬಸವಣ್ಣ ವಚನ ಓದಿ — [745, 1373, 1344, 1414]
